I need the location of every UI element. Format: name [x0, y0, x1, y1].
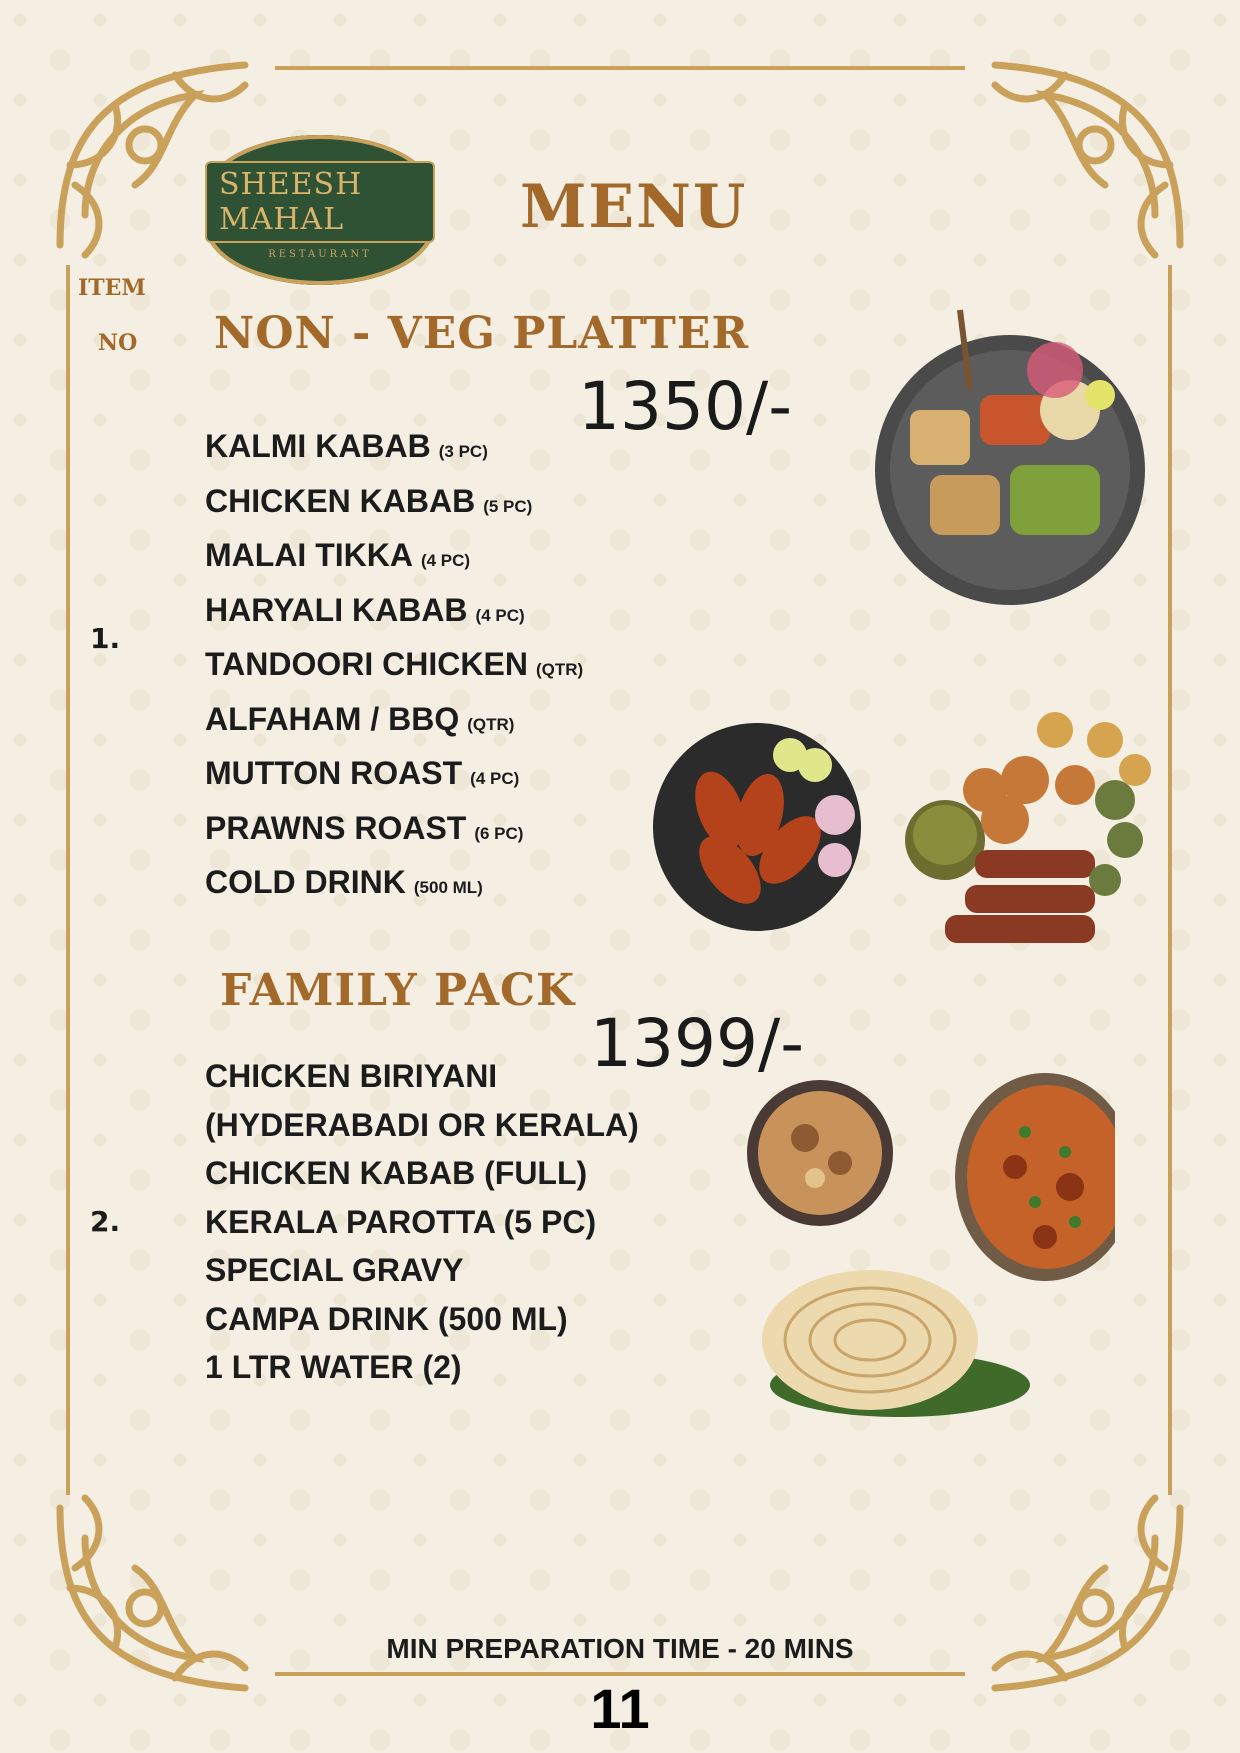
item-name: MUTTON ROAST: [205, 755, 463, 791]
platter-image: [870, 300, 1160, 620]
list-item: SPECIAL GRAVY: [205, 1252, 464, 1288]
item-qty: (4 PC): [475, 605, 525, 625]
page-number: 11: [590, 1677, 650, 1740]
item-name: CHICKEN KABAB: [205, 482, 476, 519]
item-qty: (4 PC): [420, 551, 471, 570]
list-item: CAMPA DRINK (500 ML): [205, 1300, 568, 1337]
biriyani-image: [745, 1078, 895, 1228]
column-no: NO: [98, 330, 138, 356]
list-item: CHICKEN BIRIYANI: [205, 1058, 498, 1094]
item-number-2: 2.: [90, 1205, 121, 1238]
list-item: [205, 804, 583, 859]
item-qty: (3 PC): [438, 442, 488, 461]
menu-title: MENU: [520, 172, 748, 242]
item-name: ALFAHAM / BBQ: [205, 700, 460, 737]
list-item: CHICKEN KABAB (FULL): [205, 1155, 588, 1191]
non-veg-platter-items: [205, 422, 583, 913]
right-border: [1168, 265, 1172, 1495]
corner-ornament-bottom-left: [45, 1478, 275, 1708]
list-item: KERALA PAROTTA (5 PC): [205, 1203, 597, 1240]
list-item: [205, 477, 583, 532]
item-name: COLD DRINK: [205, 864, 406, 900]
price-non-veg-platter: 1350/-: [578, 368, 793, 445]
item-name: TANDOORI CHICKEN: [205, 646, 528, 682]
corner-ornament-top-right: [965, 45, 1195, 275]
restaurant-subtitle: RESTAURANT: [268, 248, 372, 260]
column-item: ITEM: [78, 275, 146, 301]
list-item: 1 LTR WATER (2): [205, 1349, 462, 1385]
preparation-time-note: MIN PREPARATION TIME - 20 MINS: [386, 1633, 854, 1664]
price-family-pack: 1399/-: [590, 1005, 805, 1082]
item-qty: (6 PC): [474, 823, 524, 843]
parotta-image: [760, 1265, 1030, 1425]
section-title-non-veg-platter: NON - VEG PLATTER: [214, 308, 750, 359]
top-border: [275, 66, 965, 70]
item-number-1: 1.: [90, 622, 121, 655]
list-item: [205, 422, 583, 477]
restaurant-name: SHEESH MAHAL: [205, 161, 435, 243]
item-name: PRAWNS ROAST: [205, 809, 467, 846]
list-item: [205, 695, 583, 750]
list-item: [205, 749, 583, 804]
item-name: KALMI KABAB: [205, 428, 431, 464]
kabab-assortment-image: [905, 700, 1165, 950]
family-pack-items: [205, 1052, 639, 1392]
list-item: [205, 531, 583, 586]
corner-ornament-bottom-right: [965, 1478, 1195, 1708]
list-item: (HYDERABADI OR KERALA): [205, 1106, 639, 1143]
list-item: [205, 586, 583, 641]
list-item: [205, 858, 583, 913]
item-qty: (QTR): [535, 660, 584, 679]
item-name: HARYALI KABAB: [205, 591, 468, 628]
item-qty: (4 PC): [470, 769, 520, 788]
restaurant-logo: [205, 135, 435, 285]
item-qty: (5 PC): [483, 496, 533, 516]
tandoori-chicken-image: [650, 720, 865, 935]
item-qty: (QTR): [467, 714, 515, 734]
item-qty: (500 ML): [413, 878, 483, 897]
item-name: MALAI TIKKA: [205, 537, 413, 573]
left-border: [66, 265, 70, 1495]
list-item: [205, 640, 583, 695]
chicken-gravy-image: [955, 1072, 1115, 1287]
section-title-family-pack: FAMILY PACK: [220, 965, 576, 1016]
